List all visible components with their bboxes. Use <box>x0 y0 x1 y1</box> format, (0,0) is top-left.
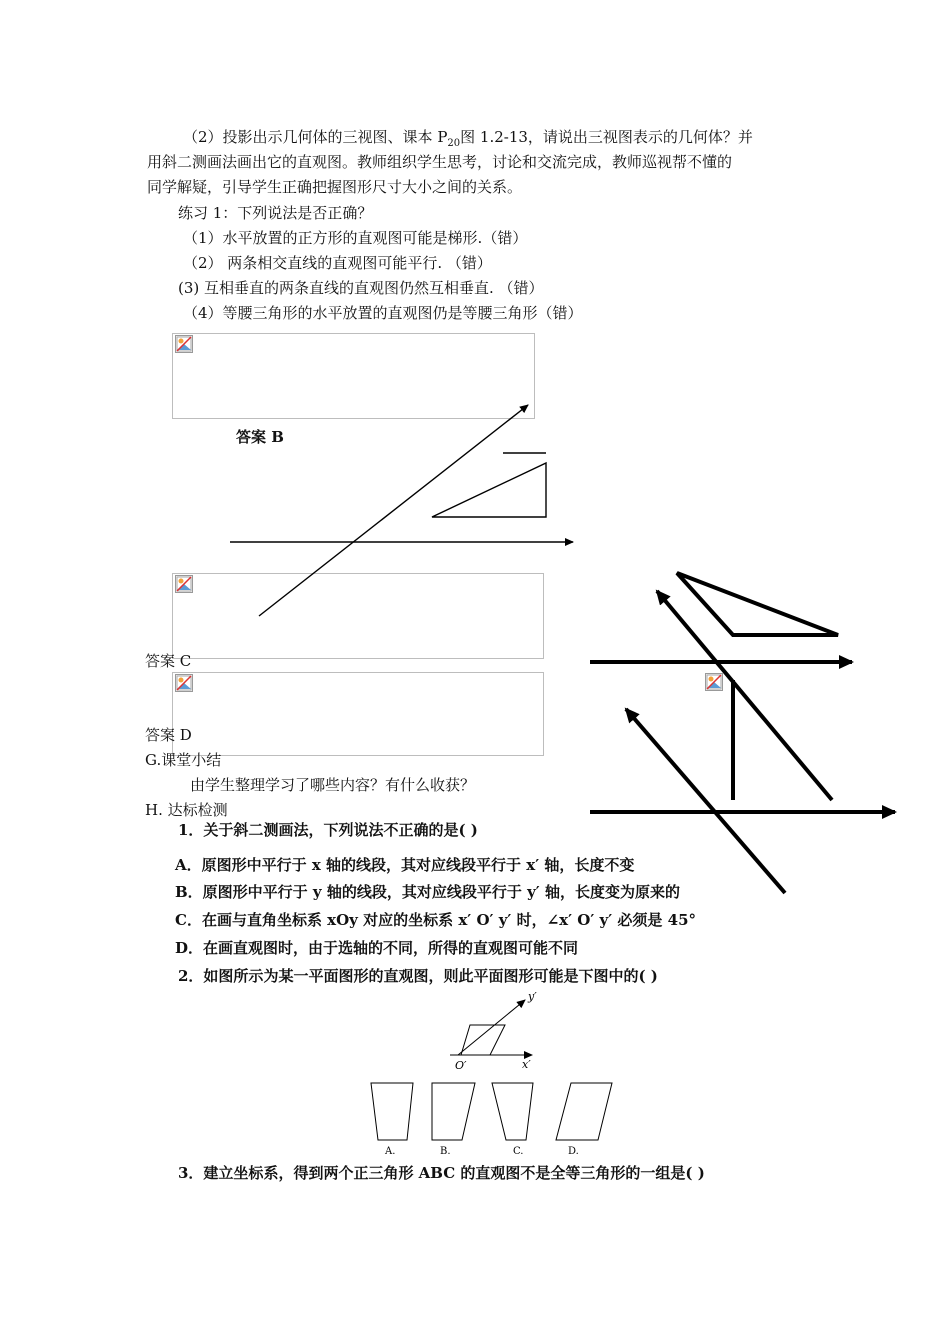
q2-choice-c-shape <box>492 1083 533 1140</box>
page-subscript: 20 <box>447 138 461 149</box>
intro-line-1a: （2）投影出示几何体的三视图、课本 P <box>183 128 448 146</box>
exercise-title: 练习 1：下列说法是否正确？ <box>178 204 373 222</box>
q2-axis-y-label: y′ <box>528 990 537 1003</box>
q1-option: C．在画与直角坐标系 xOy 对应的坐标系 x′ O′ y′ 时，∠x′ O′ y′ 必须是 45° <box>175 911 697 929</box>
thin-diagonal-arrow <box>259 405 528 616</box>
thin-triangle <box>432 463 546 517</box>
q1-option: B．原图形中平行于 y 轴的线段，其对应线段平行于 y′ 轴，长度变为原来的 <box>175 883 680 901</box>
q2-choice-b-shape <box>432 1083 475 1140</box>
intro-line-1b: 图 1.2-13，请说出三视图表示的几何体？并 <box>460 128 753 146</box>
answer-c: 答案 C <box>145 652 192 670</box>
intro-line-2: 用斜二测画法画出它的直观图。教师组织学生思考，讨论和交流完成，教师巡视帮不懂的 <box>147 153 733 171</box>
exercise-item: （4）等腰三角形的水平放置的直观图仍是等腰三角形（错） <box>183 304 583 322</box>
q1-option: D．在画直观图时，由于选轴的不同，所得的直观图可能不同 <box>175 939 579 957</box>
exercise-item: （1）水平放置的正方形的直观图可能是梯形.（错） <box>183 229 528 247</box>
q2-choice-a-shape <box>371 1083 413 1140</box>
thick-arrow-lower <box>626 709 785 893</box>
section-g-text: 由学生整理学习了哪些内容？有什么收获？ <box>190 776 476 794</box>
q2-stem: 2．如图所示为某一平面图形的直观图，则此平面图形可能是下图中的( ) <box>178 967 658 985</box>
answer-b: 答案 B <box>236 428 284 446</box>
intro-line-3: 同学解疑，引导学生正确把握图形尺寸大小之间的关系。 <box>147 178 523 196</box>
q1-option: A．原图形中平行于 x 轴的线段，其对应线段平行于 x′ 轴，长度不变 <box>175 856 635 874</box>
q2-choice-label: C. <box>513 1146 524 1157</box>
section-h-title: H. 达标检测 <box>145 801 228 819</box>
exercise-item: (3) 互相垂直的两条直线的直观图仍然互相垂直. （错） <box>178 279 544 297</box>
q2-choice-label: D. <box>568 1146 579 1157</box>
q2-parallelogram <box>461 1025 505 1055</box>
answer-d: 答案 D <box>145 726 192 744</box>
q1-stem: 1．关于斜二测画法，下列说法不正确的是( ) <box>178 821 478 839</box>
section-g-title: G.课堂小结 <box>145 751 222 769</box>
q2-y-axis <box>458 1000 525 1055</box>
q3-stem: 3．建立坐标系，得到两个正三角形 ABC 的直观图不是全等三角形的一组是( ) <box>178 1164 705 1182</box>
thick-triangle <box>677 573 838 635</box>
q2-origin-label: O′ <box>455 1059 467 1072</box>
q2-choice-label: B. <box>440 1146 451 1157</box>
q2-choice-label: A. <box>385 1146 396 1157</box>
exercise-item: （2） 两条相交直线的直观图可能平行. （错） <box>183 254 492 272</box>
q2-choice-d-shape <box>556 1083 612 1140</box>
q2-axis-x-label: x′ <box>522 1058 531 1071</box>
